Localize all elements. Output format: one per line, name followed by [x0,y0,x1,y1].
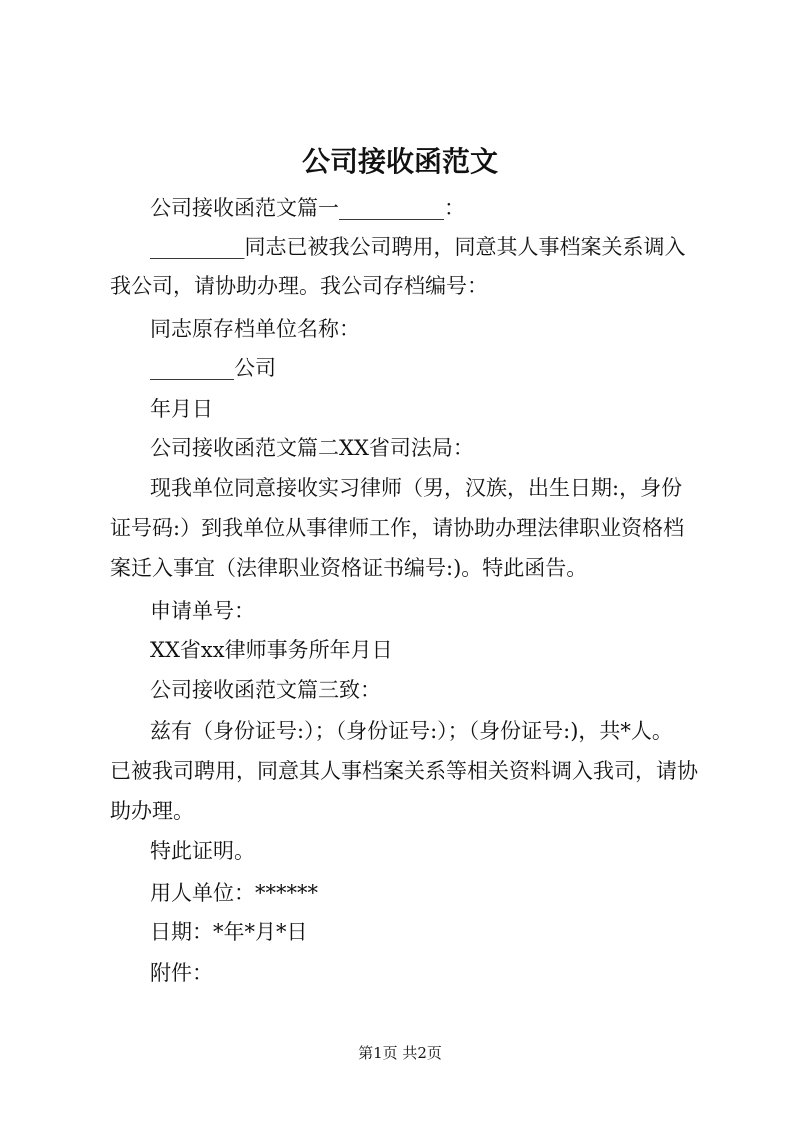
text-line: 公司接收函范文篇一__________： [150,196,465,220]
document-title: 公司接收函范文 [301,145,498,178]
text-line: 证号码:）到我单位从事律师工作，请协助办理法律职业资格档 [110,516,685,540]
text-line: 助办理。 [110,799,194,823]
text-line: 现我单位同意接收实习律师（男，汉族，出生日期:，身份 [150,476,683,500]
text-line: 申请单号： [150,599,255,623]
page-footer: 第1页 共2页 [358,1044,442,1062]
text-line: 年月日 [150,397,213,421]
text-line: 兹有（身份证号:）；（身份证号:）；（身份证号:)，共*人。 [150,719,673,743]
text-line: 公司接收函范文篇二XX省司法局： [150,436,474,460]
text-line: 用人单位：****** [150,881,318,905]
text-line: 我公司，请协助办理。我公司存档编号： [110,274,488,298]
text-line: 案迁入事宜（法律职业资格证书编号:)。特此函告。 [110,556,588,580]
text-line: XX省xx律师事务所年月日 [150,638,393,662]
text-line: _________同志已被我公司聘用，同意其人事档案关系调入 [150,235,686,259]
text-line: 附件： [150,961,213,985]
text-line: 公司接收函范文篇三致： [150,678,381,702]
text-line: 同志原存档单位名称： [150,317,360,341]
text-line: 日期：*年*月*日 [150,920,308,944]
text-line: 特此证明。 [150,839,255,863]
text-line: 已被我司聘用，同意其人事档案关系等相关资料调入我司，请协 [110,759,698,783]
text-line: ________公司 [150,356,276,380]
